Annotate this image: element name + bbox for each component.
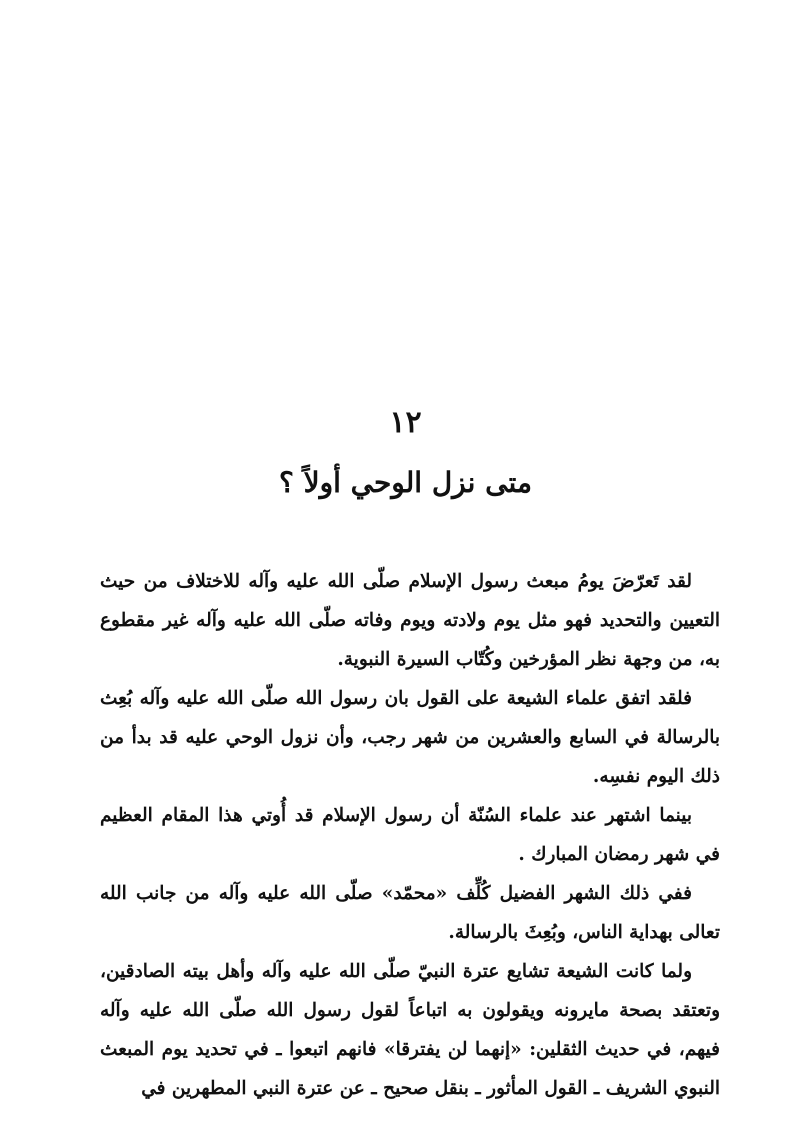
chapter-title: متى نزل الوحي أولاً ؟ bbox=[279, 466, 532, 499]
chapter-body bbox=[100, 562, 720, 1108]
paragraph: ولما كانت الشيعة تشايع عترة النبيّ صلّى الله عليه وآله وأهل بيته الصادقين، وتعتقد بصحة مايرونه ويقولون به اتباعاً لقول رسول الله صلّى الله عليه وآله فيهم، في حديث الثقلين: «إنهما لن يفترقا» فانهم اتبعوا ـ في تحديد يوم المبعث النبوي الشريف ـ القول المأثور ـ بنقل صحيح ـ عن عترة النبي المطهرين في bbox=[100, 961, 720, 1099]
paragraph: بينما اشتهر عند علماء السُنّة أن رسول الإسلام قد أُوتي هذا المقام العظيم في شهر رمضان المبارك . bbox=[100, 805, 720, 865]
paragraph: فلقد اتفق علماء الشيعة على القول بان رسول الله صلّى الله عليه وآله بُعِث بالرسالة في السابع والعشرين من شهر رجب، وأن نزول الوحي عليه قد بدأ من ذلك اليوم نفسِه. bbox=[100, 688, 720, 787]
paragraph: لقد تَعرّضَ يومُ مبعث رسول الإسلام صلّى الله عليه وآله للاختلاف من حيث التعيين والتحديد فهو مثل يوم ولادته ويوم وفاته صلّى الله عليه وآله غير مقطوع به، من وجهة نظر المؤرخين وكُتّاب السيرة النبوية. bbox=[100, 571, 720, 670]
chapter-number: ١٢ bbox=[389, 405, 422, 440]
paragraph: ففي ذلك الشهر الفضيل كُلِّف «محمّد» صلّى الله عليه وآله من جانب الله تعالى بهداية الناس، وبُعِثَ بالرسالة. bbox=[100, 883, 720, 943]
